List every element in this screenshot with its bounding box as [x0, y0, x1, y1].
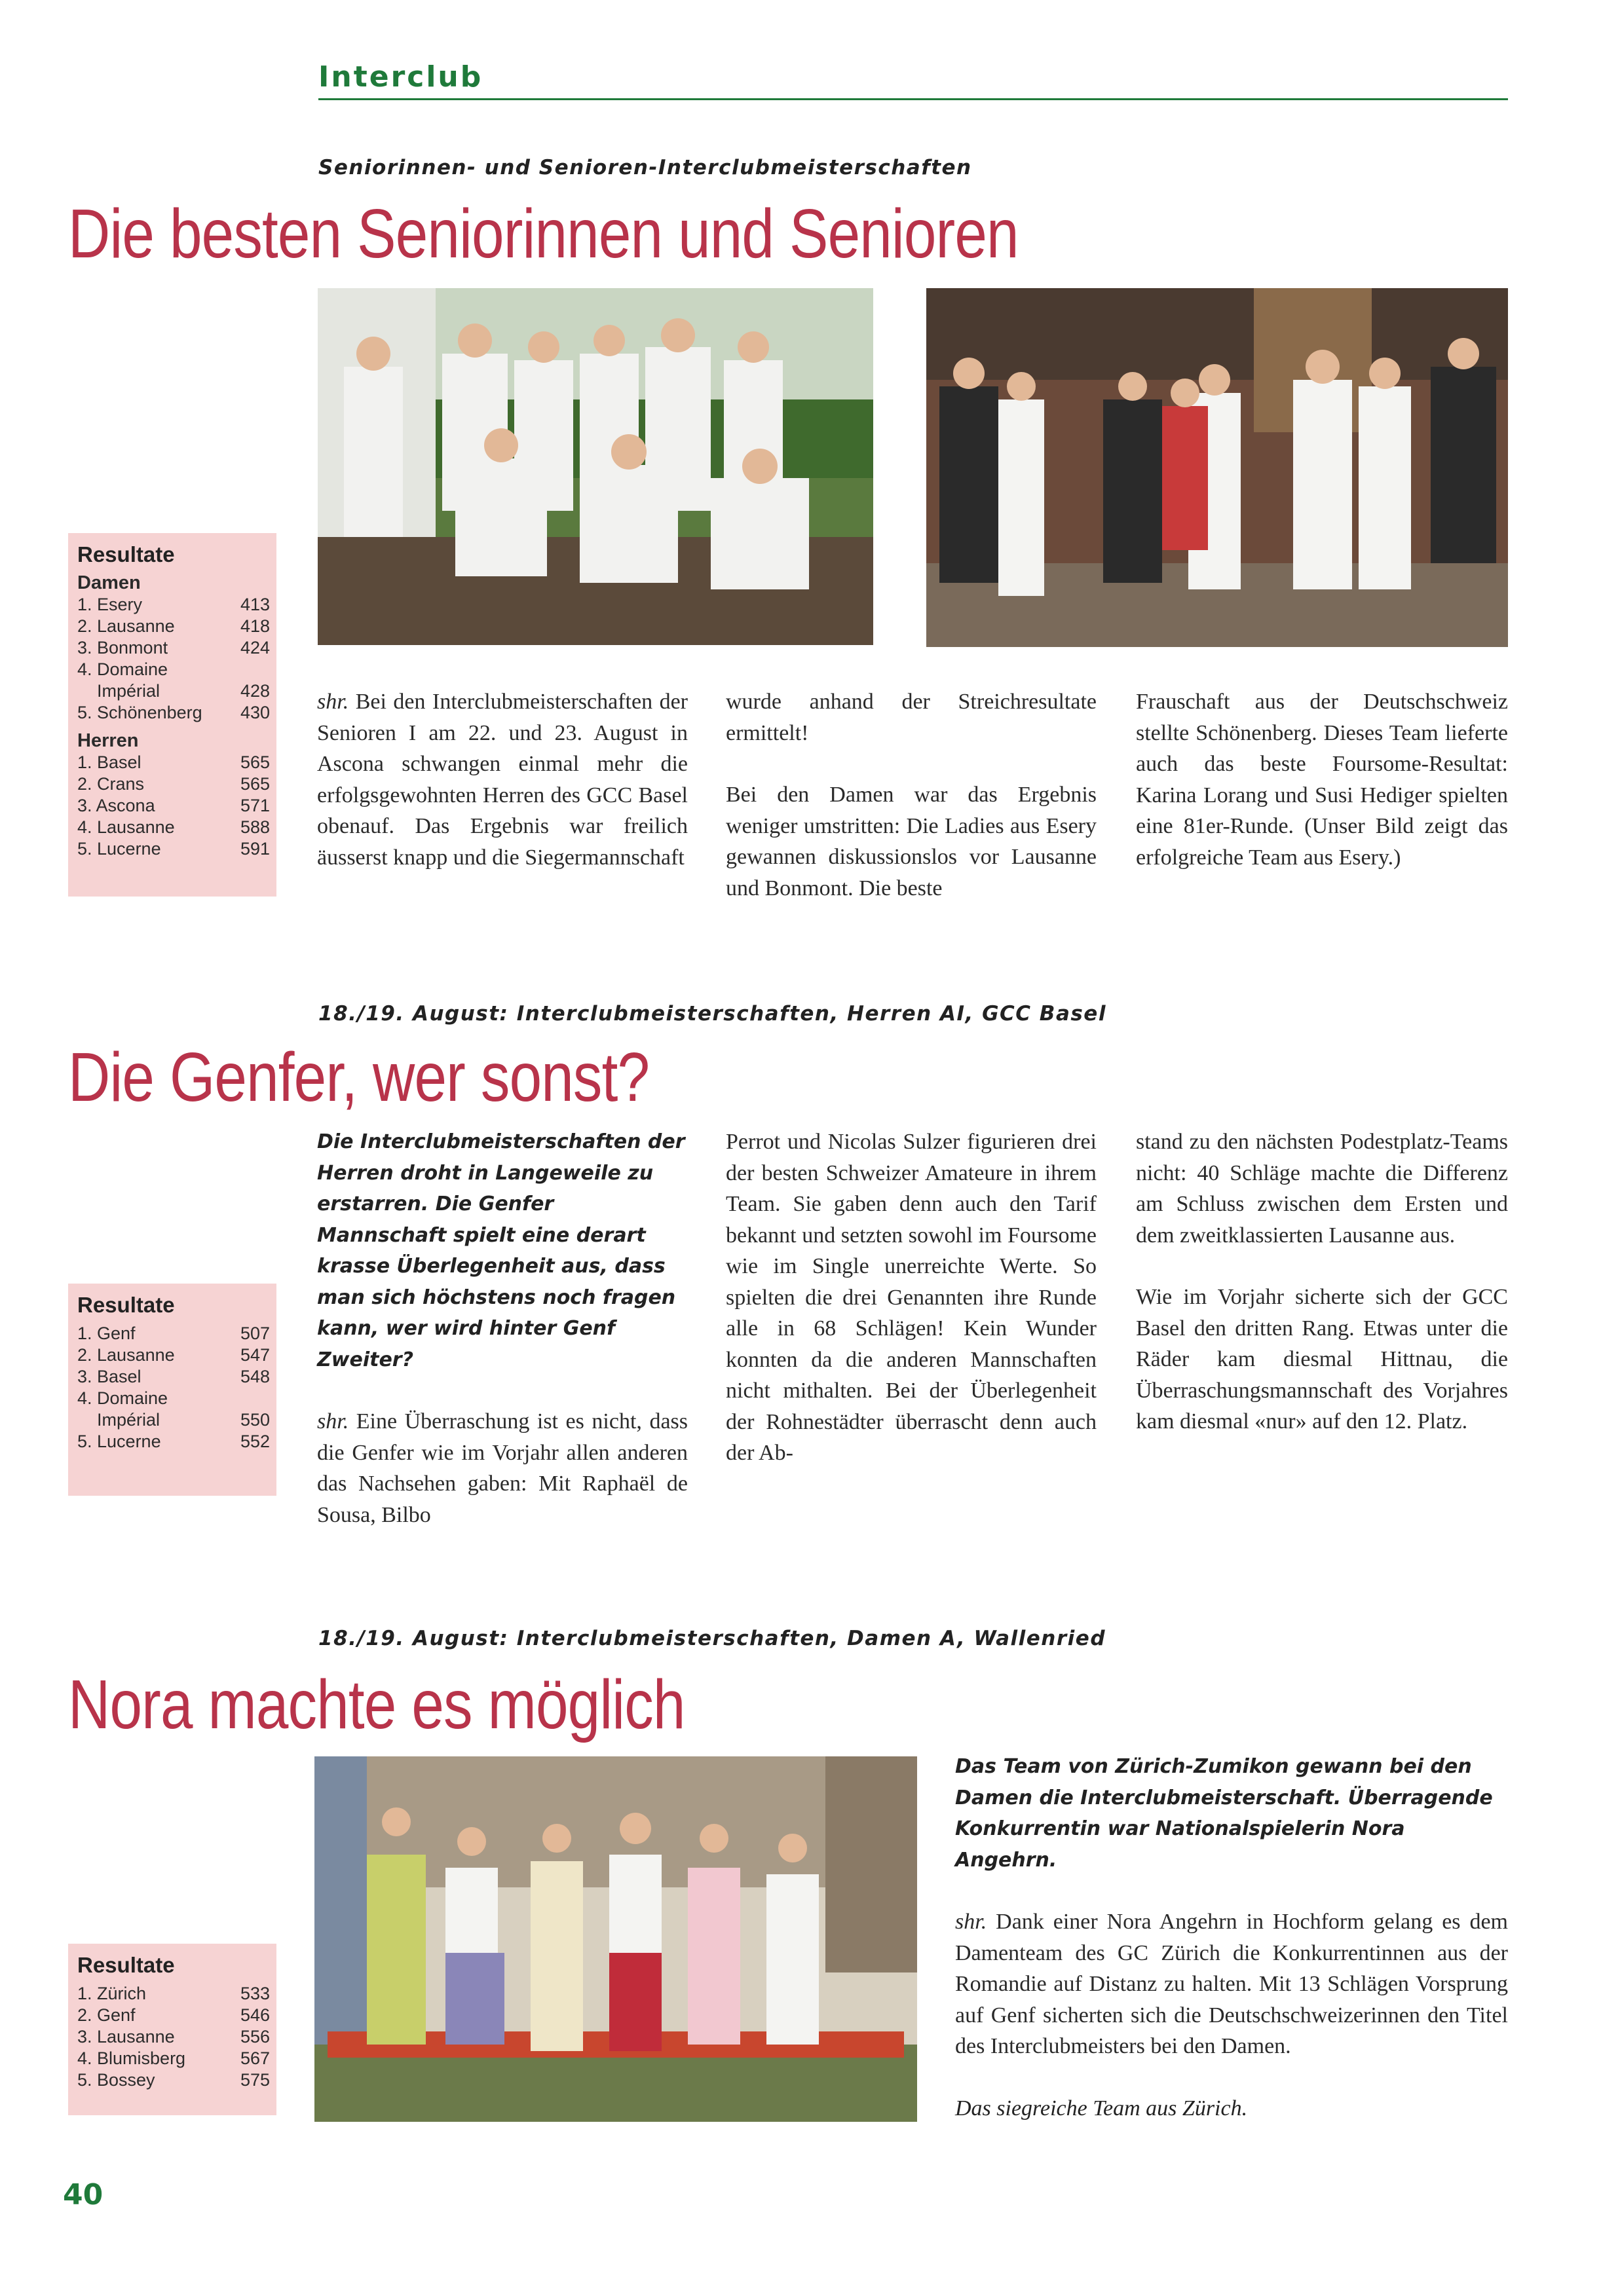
- article2-lead: Die Interclubmeisterschaften der Herren droht in Langeweile zu erstarren. Die Genfer Mannschaft spielt eine derart krasse Überlegenheit aus, dass man sich höchstens noch fragen kann, wer wird hinter Genf Zweiter?: [317, 1130, 685, 1371]
- results-title: Resultate: [77, 1293, 175, 1317]
- result-row: 3. Lausanne 556: [77, 2027, 270, 2046]
- page-number: 40: [63, 2178, 104, 2212]
- author-signature: shr.: [317, 1409, 349, 1434]
- article3-headline: Nora machte es möglich: [68, 1666, 685, 1743]
- article1-column-3: Frauschaft aus der Deutschschweiz stellte Schönenberg. Dieses Team lieferte auch das beste Foursome-Resultat: Karina Lorang und Susi Hediger spielten eine 81er-Runde. (Unser Bild zeigt das erfolgreiche Team aus Esery.): [1136, 690, 1508, 870]
- result-row: 2. Genf 546: [77, 2005, 270, 2025]
- section-divider: [318, 98, 1508, 100]
- result-row: 4. Lausanne 588: [77, 817, 270, 837]
- result-row: 5. Schönenberg 430: [77, 703, 270, 722]
- article3-lead: Das Team von Zürich-Zumikon gewann bei den Damen die Interclubmeisterschaft. Überragende Konkurrentin war Nationalspielerin Nora Angehrn.: [955, 1755, 1493, 1872]
- article2-column-1: Die Interclubmeisterschaften der Herren droht in Langeweile zu erstarren. Die Genfer Mannschaft spielt eine derart krasse Überlegenheit aus, dass man sich höchstens noch fragen kann, wer wird hinter Genf Zweiter? shr. Eine Überraschung ist es nicht, dass die Genfer wie im Vorjahr allen anderen das Nachsehen gaben: Mit Raphaël de Sousa, Bilbo: [317, 1126, 688, 1530]
- results-group-herren: Herren: [77, 730, 139, 751]
- photo-caption: Das siegreiche Team aus Zürich.: [955, 2096, 1248, 2120]
- result-row: 4. Domaine Impérial 550: [77, 1388, 270, 1430]
- result-row: 5. Lucerne 591: [77, 839, 270, 859]
- results-title: Resultate: [77, 542, 175, 566]
- result-row: 1. Genf 507: [77, 1324, 270, 1343]
- results-box-herren: [68, 1284, 276, 1496]
- article2-kicker: 18./19. August: Interclubmeisterschaften, Herren AI, GCC Basel: [318, 1002, 1106, 1026]
- result-row: 4. Domaine Impérial 428: [77, 659, 270, 701]
- photo-senior-men-team: [318, 288, 873, 645]
- results-box-damen: [68, 1944, 276, 2115]
- result-row: 5. Bossey 575: [77, 2070, 270, 2090]
- article3-text: Das Team von Zürich-Zumikon gewann bei den Damen die Interclubmeisterschaft. Überragende Konkurrentin war Nationalspielerin Nora Angehrn. shr. Dank einer Nora Angehrn in Hochform gelang es dem Damenteam des GC Zürich die Konkurrentinnen aus der Romandie auf Distanz zu halten. Mit 13 Schlägen Vorsprung auf Genf sicherten sich die Deutschschweizerinnen den Titel des Interclubmeisters bei den Damen. Das siegreiche Team aus Zürich.: [955, 1751, 1508, 2124]
- result-row: 1. Esery 413: [77, 595, 270, 614]
- results-group-damen: Damen: [77, 572, 141, 593]
- article1-kicker: Seniorinnen- und Senioren-Interclubmeisterschaften: [318, 156, 972, 179]
- result-row: 4. Blumisberg 567: [77, 2048, 270, 2068]
- result-row: 2. Lausanne 547: [77, 1345, 270, 1365]
- photo-esery-women-team: [926, 288, 1508, 647]
- article2-headline: Die Genfer, wer sonst?: [68, 1039, 650, 1116]
- article2-column-3: stand zu den nächsten Podestplatz-Teams nicht: 40 Schläge machte die Differenz am Schluss zwischen dem Ersten und dem zweitklassierten Lausanne aus. Wie im Vorjahr sicherte sich der GCC Basel den dritten Rang. Etwas unter die Räder kam diesmal Hittnau, die Überraschungsmannschaft des Vorjahres kam diesmal «nur» auf den 12. Platz.: [1136, 1130, 1508, 1434]
- article1-column-2: wurde anhand der Streichresultate ermittelt! Bei den Damen war das Ergebnis weniger umstritten: Die Ladies aus Esery gewannen diskussionslos vor Lausanne und Bonmont. Die beste: [726, 690, 1097, 900]
- result-row: 1. Basel 565: [77, 752, 270, 772]
- section-label: Interclub: [318, 60, 483, 94]
- results-box-seniors: [68, 533, 276, 897]
- article3-kicker: 18./19. August: Interclubmeisterschaften, Damen A, Wallenried: [318, 1627, 1106, 1650]
- article2-column-2: Perrot und Nicolas Sulzer figurieren drei der besten Schweizer Amateure in ihrem Team. Sie gaben denn auch den Tarif bekannt und setzten sowohl im Foursome wie im Single unerreichte Werte. So spielten die drei Genannten ihre Runde alle in 68 Schlägen! Kein Wunder konnten da die anderen Mannschaften nicht mithalten. Bei der Überlegenheit der Rohnestädter überrascht denn auch der Ab-: [726, 1130, 1097, 1465]
- article1-headline: Die besten Seniorinnen und Senioren: [68, 195, 1019, 272]
- result-row: 3. Ascona 571: [77, 796, 270, 815]
- result-row: 3. Basel 548: [77, 1367, 270, 1386]
- result-row: 2. Lausanne 418: [77, 616, 270, 636]
- author-signature: shr.: [955, 1910, 987, 1934]
- photo-zurich-women-team: [314, 1756, 917, 2122]
- results-title: Resultate: [77, 1953, 175, 1977]
- result-row: 1. Zürich 533: [77, 1984, 270, 2003]
- result-row: 5. Lucerne 552: [77, 1432, 270, 1451]
- result-row: 3. Bonmont 424: [77, 638, 270, 657]
- result-row: 2. Crans 565: [77, 774, 270, 794]
- author-signature: shr.: [317, 690, 349, 714]
- article1-column-1: shr. Bei den Interclubmeisterschaften der Senioren I am 22. und 23. August in Ascona schwangen einmal mehr die erfolgsgewohnten Herren des GCC Basel obenauf. Das Ergebnis war freilich äusserst knapp und die Siegermannschaft: [317, 690, 688, 870]
